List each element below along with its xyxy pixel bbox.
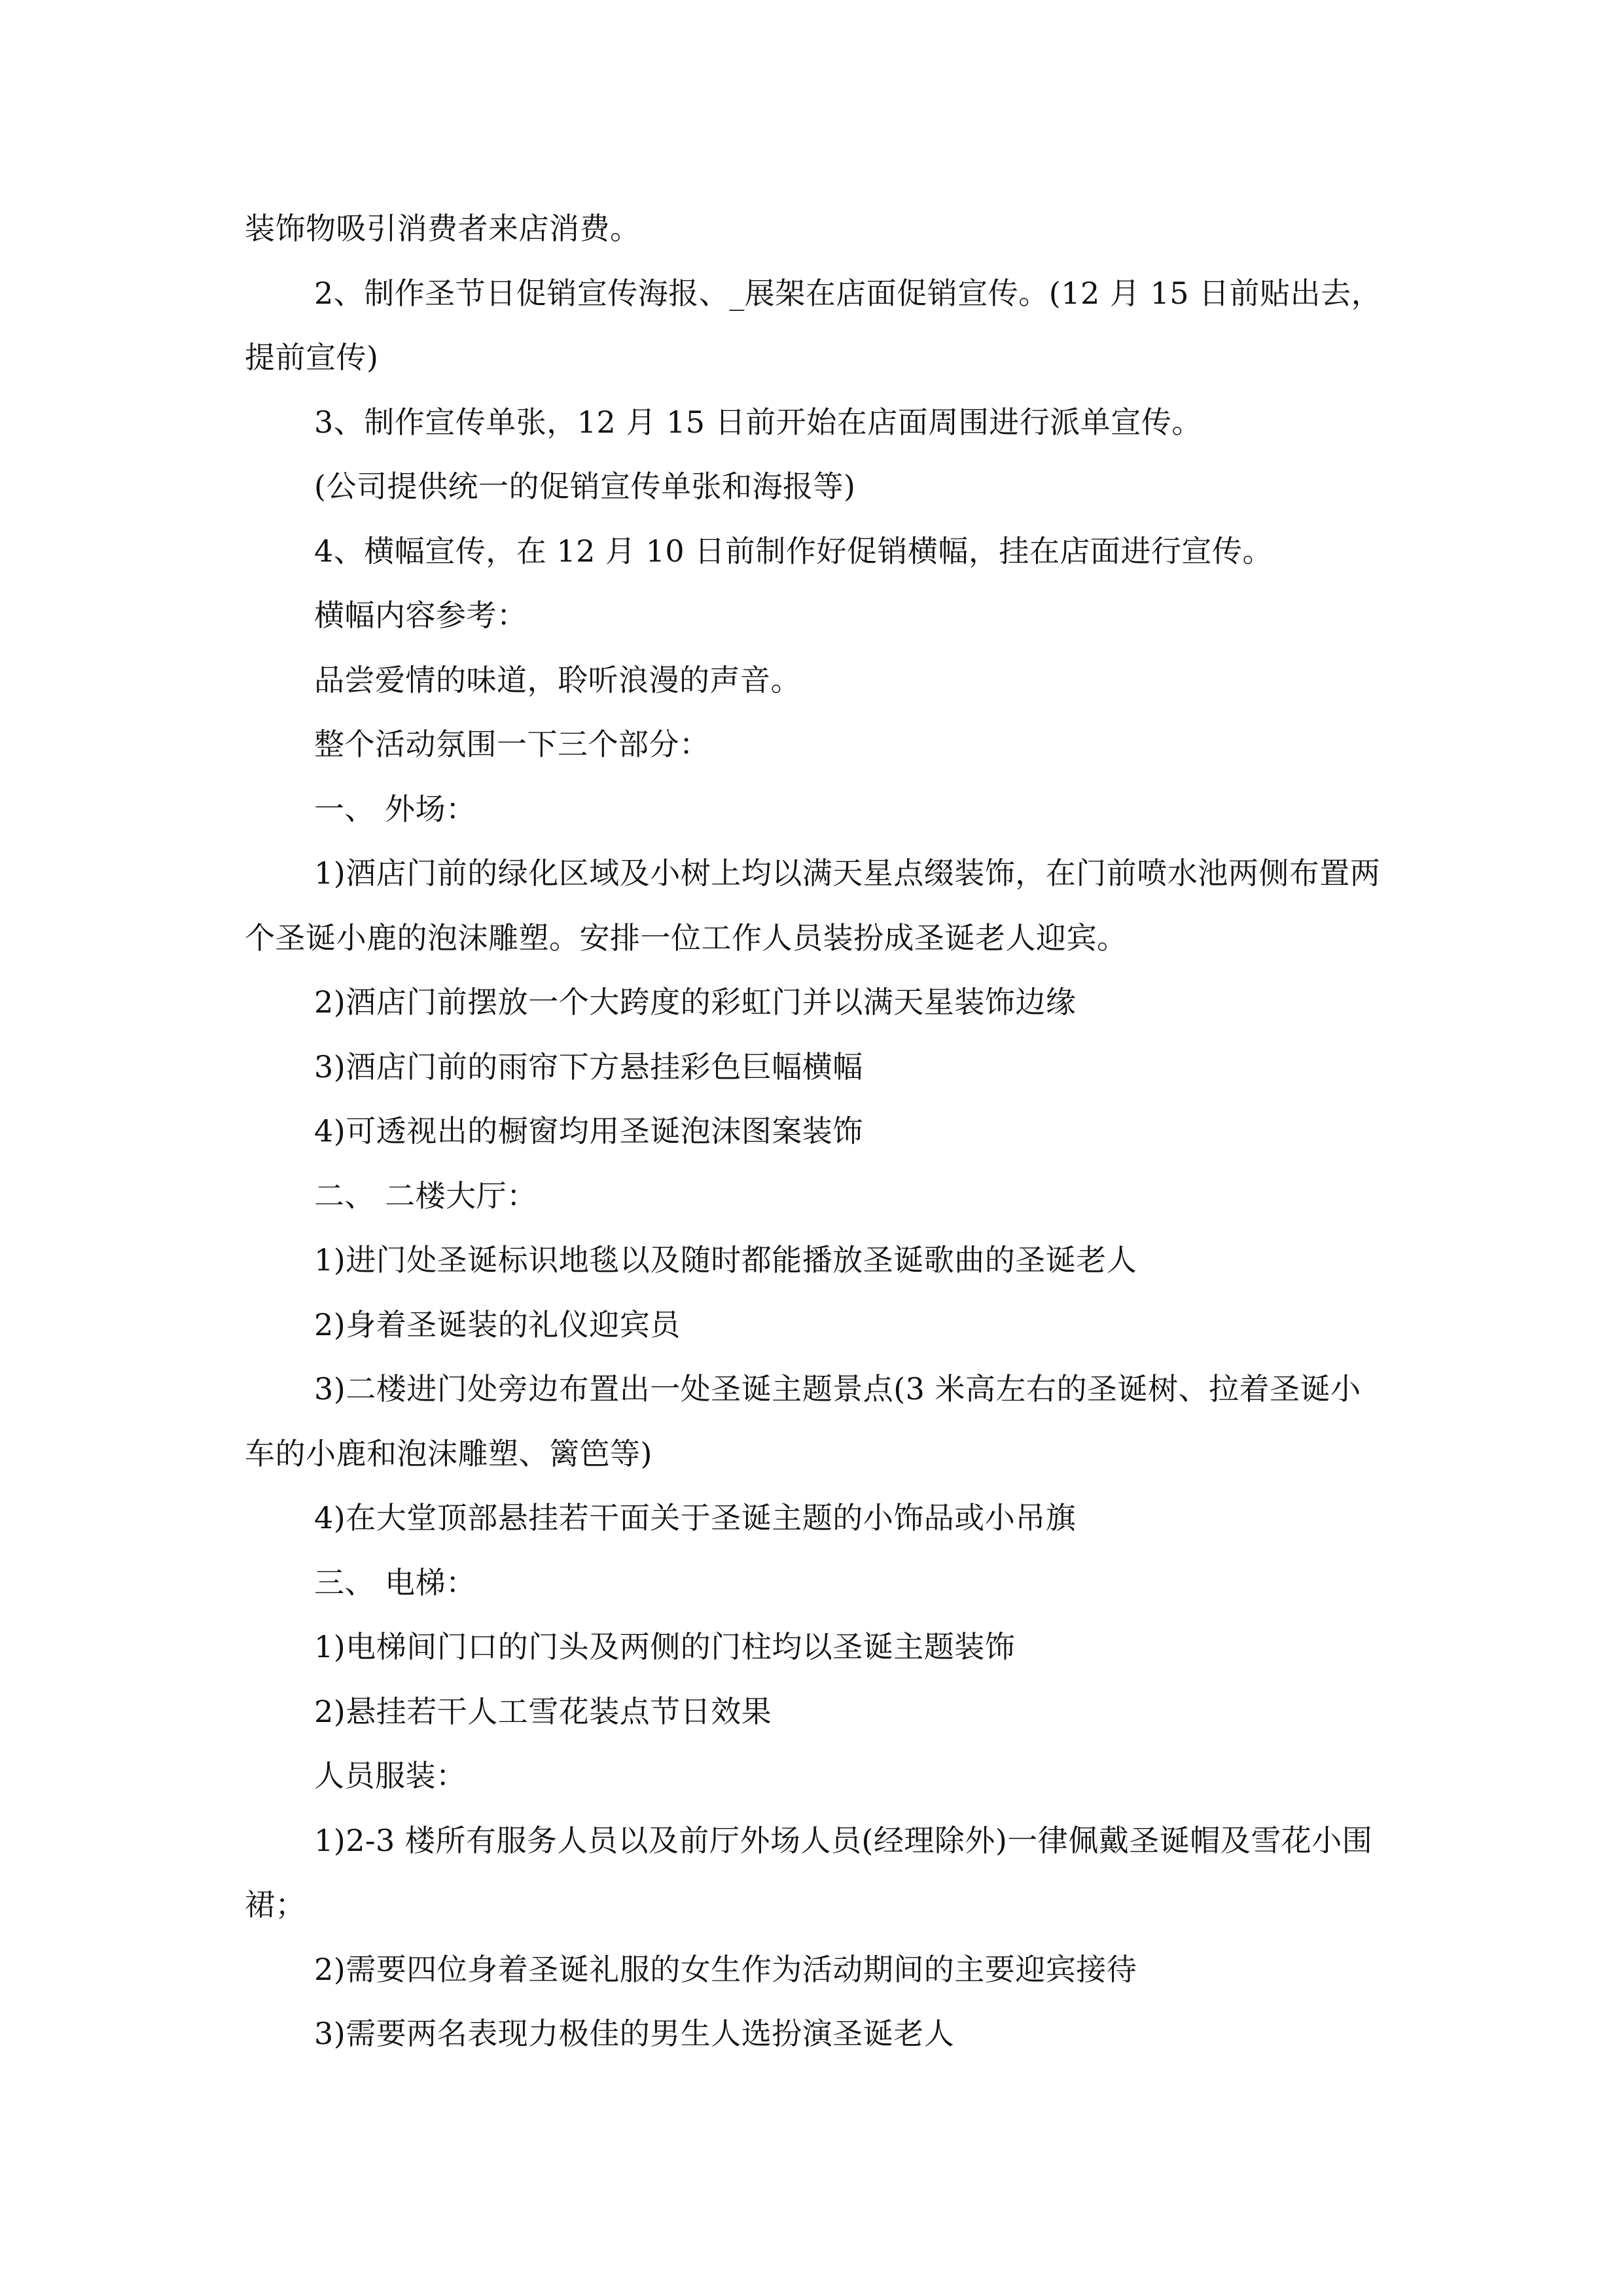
paragraph: 4、横幅宣传，在 12 月 10 日前制作好促销横幅，挂在店面进行宣传。 (314, 533, 1273, 569)
document-body (245, 196, 1383, 2066)
paragraph: 3)二楼进门处旁边布置出一处圣诞主题景点(3 米高左右的圣诞树、拉着圣诞小车的小鹿和泡沫雕塑、篱笆等) (245, 1371, 1361, 1471)
paragraph: 横幅内容参考： (314, 598, 527, 633)
paragraph: 2)酒店门前摆放一个大跨度的彩虹门并以满天星装饰边缘 (314, 984, 1077, 1020)
paragraph: 二、 二楼大厅： (314, 1177, 537, 1213)
paragraph: 2)需要四位身着圣诞礼服的女生作为活动期间的主要迎宾接待 (314, 1951, 1137, 1987)
paragraph: 2、制作圣节日促销宣传海报、_展架在店面促销宣传。(12 月 15 日前贴出去，提前宣传) (245, 275, 1382, 375)
paragraph: 3、制作宣传单张，12 月 15 日前开始在店面周围进行派单宣传。 (314, 404, 1202, 440)
paragraph: 整个活动氛围一下三个部分： (314, 726, 710, 762)
paragraph: 一、 外场： (314, 791, 476, 827)
paragraph: 1)进门处圣诞标识地毯以及随时都能播放圣诞歌曲的圣诞老人 (314, 1242, 1137, 1278)
paragraph: 3)酒店门前的雨帘下方悬挂彩色巨幅横幅 (314, 1049, 863, 1085)
paragraph: 1)2-3 楼所有服务人员以及前厅外场人员(经理除外)一律佩戴圣诞帽及雪花小围裙； (245, 1822, 1373, 1922)
paragraph: 3)需要两名表现力极佳的男生人选扮演圣诞老人 (314, 2016, 955, 2051)
paragraph: 1)酒店门前的绿化区域及小树上均以满天星点缀装饰，在门前喷水池两侧布置两个圣诞小鹿的泡沫雕塑。安排一位工作人员装扮成圣诞老人迎宾。 (245, 855, 1381, 956)
paragraph: 1)电梯间门口的门头及两侧的门柱均以圣诞主题装饰 (314, 1629, 1016, 1664)
paragraph: 人员服装： (314, 1758, 467, 1793)
paragraph: 4)可透视出的橱窗均用圣诞泡沫图案装饰 (314, 1113, 863, 1149)
paragraph: 三、 电梯： (314, 1564, 476, 1600)
paragraph: 4)在大堂顶部悬挂若干面关于圣诞主题的小饰品或小吊旗 (314, 1500, 1077, 1535)
paragraph: 品尝爱情的味道，聆听浪漫的声音。 (314, 662, 801, 698)
paragraph: 装饰物吸引消费者来店消费。 (245, 211, 641, 246)
paragraph: 2)身着圣诞装的礼仪迎宾员 (314, 1306, 681, 1342)
paragraph: (公司提供统一的促销宣传单张和海报等) (314, 469, 856, 504)
paragraph: 2)悬挂若干人工雪花装点节日效果 (314, 1693, 772, 1729)
